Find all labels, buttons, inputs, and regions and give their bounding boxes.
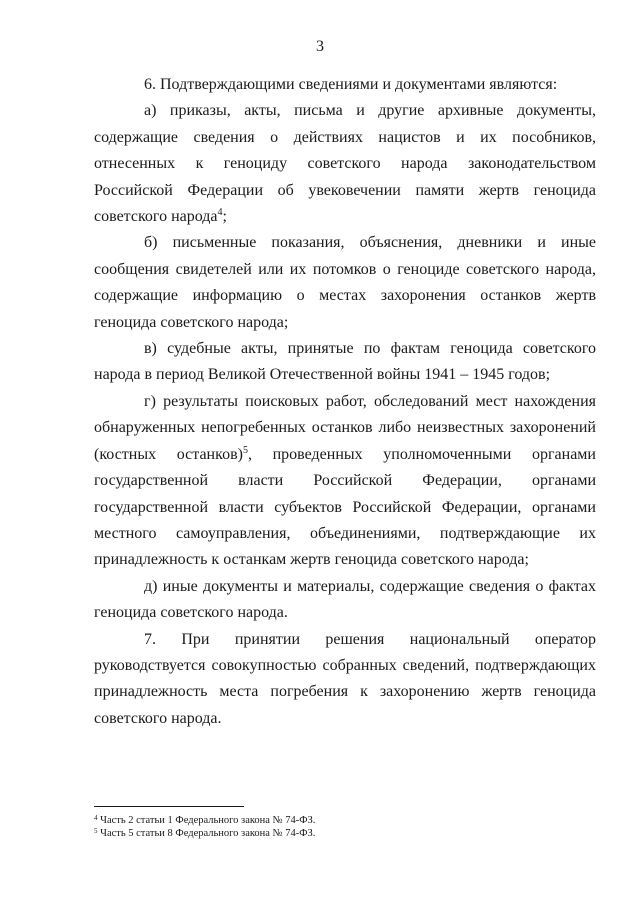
paragraph-6a-text: а) приказы, акты, письма и другие архивные документы, содержащие сведения о действиях нацистов и их пособников, отнесенных к геноциду советского народа законодательством Российской Федерации об увековечении памяти жертв геноцида советского народа bbox=[94, 102, 596, 226]
paragraph-7: 7. При принятии решения национальный оператор руководствуется совокупностью собранных сведений, подтверждающих принадлежность места погребения к захоронению жертв геноцида советского народа. bbox=[94, 630, 596, 727]
page-number: 3 bbox=[316, 38, 324, 55]
footnote-divider bbox=[94, 806, 244, 807]
paragraph-6d: д) иные документы и материалы, содержащие сведения о фактах геноцида советского народа. bbox=[94, 577, 596, 622]
paragraph-6v: в) судебные акты, принятые по фактам геноцида советского народа в период Великой Отечественной войны 1941 – 1945 годов; bbox=[94, 340, 596, 384]
paragraph-6a-end: ; bbox=[222, 208, 227, 226]
footnote-ref-4: 4 bbox=[217, 207, 223, 219]
paragraph-6g-end: , проведенных уполномоченными органами государственной власти Российской Федерации, органами государственной власти субъектов Российской Федерации, органами местного самоуправления, объединениями, подтверждающие их принадлежность к останкам жертв геноцида советского народа; bbox=[94, 445, 596, 569]
footnote-text: Часть 5 статьи 8 Федерального закона № 74-ФЗ. bbox=[97, 828, 316, 839]
paragraph-6g bbox=[94, 389, 596, 574]
paragraph-6a bbox=[94, 98, 596, 230]
footnote-ref-5: 5 bbox=[242, 444, 248, 456]
paragraph-6g-text: г) результаты поисковых работ, обследований мест нахождения обнаруженных непогребенных останков либо неизвестных захоронений (костных останков) bbox=[94, 392, 596, 463]
paragraph-6b: б) письменные показания, объяснения, дневники и иные сообщения свидетелей или их потомков о геноциде советского народа, содержащие информацию о местах захоронения останков жертв геноцида советского народа; bbox=[94, 234, 596, 331]
footnote-marker: 4 bbox=[94, 814, 98, 822]
footnote-text: Часть 2 статьи 1 Федерального закона № 74-ФЗ. bbox=[97, 815, 316, 826]
paragraph-6: 6. Подтверждающими сведениями и документами являются: bbox=[144, 76, 558, 93]
document-body bbox=[94, 72, 596, 732]
footnotes bbox=[94, 814, 594, 840]
footnote-4 bbox=[94, 814, 594, 827]
footnote-5 bbox=[94, 827, 594, 840]
footnote-marker: 5 bbox=[94, 827, 98, 835]
